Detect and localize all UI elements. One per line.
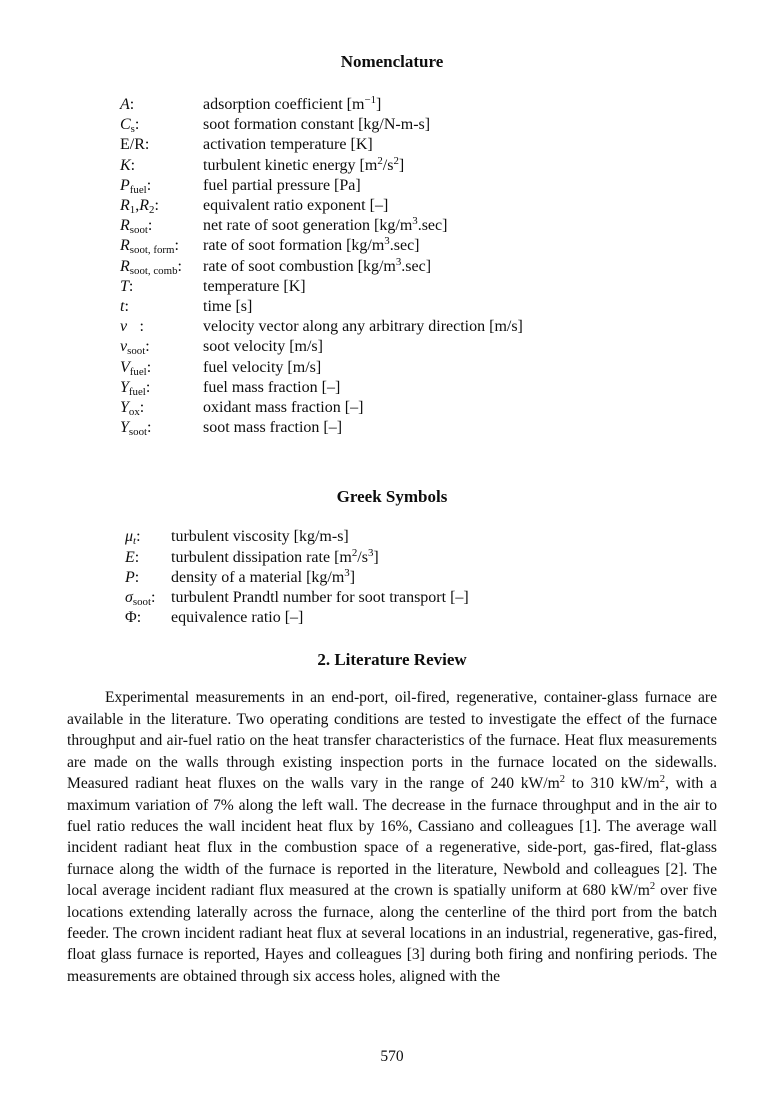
symbol-description: density of a material $[kg/m^3]$ <box>171 566 356 586</box>
symbol-description: equivalent ratio exponent [–] <box>203 197 389 215</box>
symbol-description: activation temperature [K] <box>203 136 373 154</box>
nomenclature-entry <box>120 115 717 135</box>
nomenclature-entry <box>120 317 717 337</box>
nomenclature-entry <box>120 257 717 277</box>
nomenclature-entry <box>120 277 717 297</box>
symbol-description: fuel mass fraction [–] <box>203 378 341 396</box>
symbol-label: $\sigma_{soot}$: <box>125 589 156 609</box>
nomenclature-entry <box>120 236 717 256</box>
nomenclature-entry <box>120 156 717 176</box>
symbol-description: soot velocity [m/s] <box>203 338 323 356</box>
symbol-label: $Y_{soot}$: <box>120 419 152 439</box>
nomenclature-title: Nomenclature <box>340 52 444 71</box>
symbol-label: P: <box>125 568 140 586</box>
nomenclature-entry <box>120 95 717 115</box>
symbol-description: soot mass fraction [–] <box>203 419 343 437</box>
symbol-label: $R_{soot}$: <box>120 217 153 237</box>
symbol-description: turbulent dissipation rate $[m^2/s^3]$ <box>171 546 379 566</box>
nomenclature-entry <box>120 297 717 317</box>
symbol-description: rate of soot formation $[kg/m^3.\sec]$ <box>203 235 420 255</box>
greek-symbol-entry <box>125 548 717 568</box>
symbol-description: fuel velocity [m/s] <box>203 358 322 376</box>
literature-review-paragraph: Experimental measurements in an end-port, oil-fired, regenerative, container-glass furnace are available in the literature. Two operating conditions are tested to investigate the effect of the furnace throughput and air-fuel ratio on the heat transfer characteristics of the furnace. Heat flux measurements are made on the walls through existing inspection ports in the furnace located on the sidewalls. Measured radiant heat fluxes on the walls vary in the range of 240 $kW/m^2$ to 310 $kW/m^2$, with a maximum variation of 7% along the left wall. The decrease in the furnace throughput and in the air to fuel ratio reduces the wall incident heat flux by 16%, Cassiano and colleagues [1]. The average wall incident radiant heat flux in the combustion space of a regenerative, side-port, gas-fired, flat-glass furnace along the width of the furnace is reported in the literature, Newbold and colleagues [2]. The local average incident radiant flux measured at the crown is spatially uniform at 680 $kW/m^2$ over five locations extending laterally across the furnace, along the centerline of the third port from the batch feeder. The crown incident radiant heat flux at several locations in an industrial, regenerative, gas-fired, float glass furnace is reported, Hayes and colleagues [3] during both firing and nonfiring periods. The measurements are obtained through six access holes, aligned with the <box>67 689 717 985</box>
nomenclature-entry <box>120 135 717 155</box>
symbol-description: equivalence ratio [–] <box>171 609 304 627</box>
symbol-label: K: <box>120 156 136 174</box>
symbol-label: E/R: <box>120 136 150 154</box>
symbol-description: net rate of soot generation $[kg/m^3.\sec]$ <box>203 215 448 235</box>
symbol-label: E: <box>125 548 140 566</box>
symbol-label: $\mu_t$: <box>125 528 141 548</box>
symbol-description: fuel partial pressure [Pa] <box>203 176 361 194</box>
greek-symbol-entry <box>125 588 717 608</box>
symbol-label: $Y_{fuel}$: <box>120 378 151 398</box>
greek-symbol-entry <box>125 568 717 588</box>
nomenclature-entry <box>120 176 717 196</box>
symbol-label: t: <box>120 298 129 316</box>
nomenclature-entry <box>120 216 717 236</box>
symbol-description: rate of soot combustion $[kg/m^3.\sec]$ <box>203 255 432 275</box>
greek-symbols-title: Greek Symbols <box>336 487 448 507</box>
nomenclature-entry <box>120 358 717 378</box>
symbol-label: $R_1,R_2$: <box>120 197 159 217</box>
symbol-label: $P_{fuel}$: <box>120 176 152 196</box>
symbol-label: $R_{soot, form}$: <box>120 237 179 257</box>
nomenclature-entry <box>120 196 717 216</box>
nomenclature-list <box>120 95 717 438</box>
symbol-description: turbulent viscosity [kg/m-s] <box>171 528 349 546</box>
symbol-label: Φ: <box>125 609 142 627</box>
nomenclature-entry <box>120 337 717 357</box>
symbol-description: time [s] <box>203 298 253 316</box>
symbol-label: A: <box>120 96 135 113</box>
symbol-label: v⃗: <box>120 318 144 336</box>
symbol-description: soot formation constant [kg/N-m-s] <box>203 116 431 134</box>
nomenclature-entry <box>120 378 717 398</box>
symbol-description: oxidant mass fraction [–] <box>203 399 364 417</box>
symbol-label: $R_{soot, comb}$: <box>120 257 182 277</box>
text-block <box>67 0 717 987</box>
symbol-description: adsorption coefficient $[m^{-1}]$ <box>203 94 382 113</box>
symbol-label: $C_s$: <box>120 116 140 136</box>
symbol-label: $v_{soot}$: <box>120 338 150 358</box>
nomenclature-entry <box>120 418 717 438</box>
greek-symbols-list <box>125 527 717 628</box>
literature-review-title: 2. Literature Review <box>317 650 467 670</box>
symbol-description: turbulent kinetic energy $[m^2/s^2]$ <box>203 154 405 174</box>
symbol-label: $Y_{ox}$: <box>120 399 145 419</box>
symbol-label: $V_{fuel}$: <box>120 358 152 378</box>
symbol-description: turbulent Prandtl number for soot transport [–] <box>171 589 469 607</box>
greek-symbol-entry <box>125 608 717 628</box>
nomenclature-entry <box>120 398 717 418</box>
symbol-description: temperature [K] <box>203 277 306 295</box>
symbol-label: T: <box>120 277 134 295</box>
page-number: 570 <box>380 1048 404 1065</box>
symbol-description: velocity vector along any arbitrary direction [m/s] <box>203 318 523 336</box>
greek-symbol-entry <box>125 527 717 547</box>
